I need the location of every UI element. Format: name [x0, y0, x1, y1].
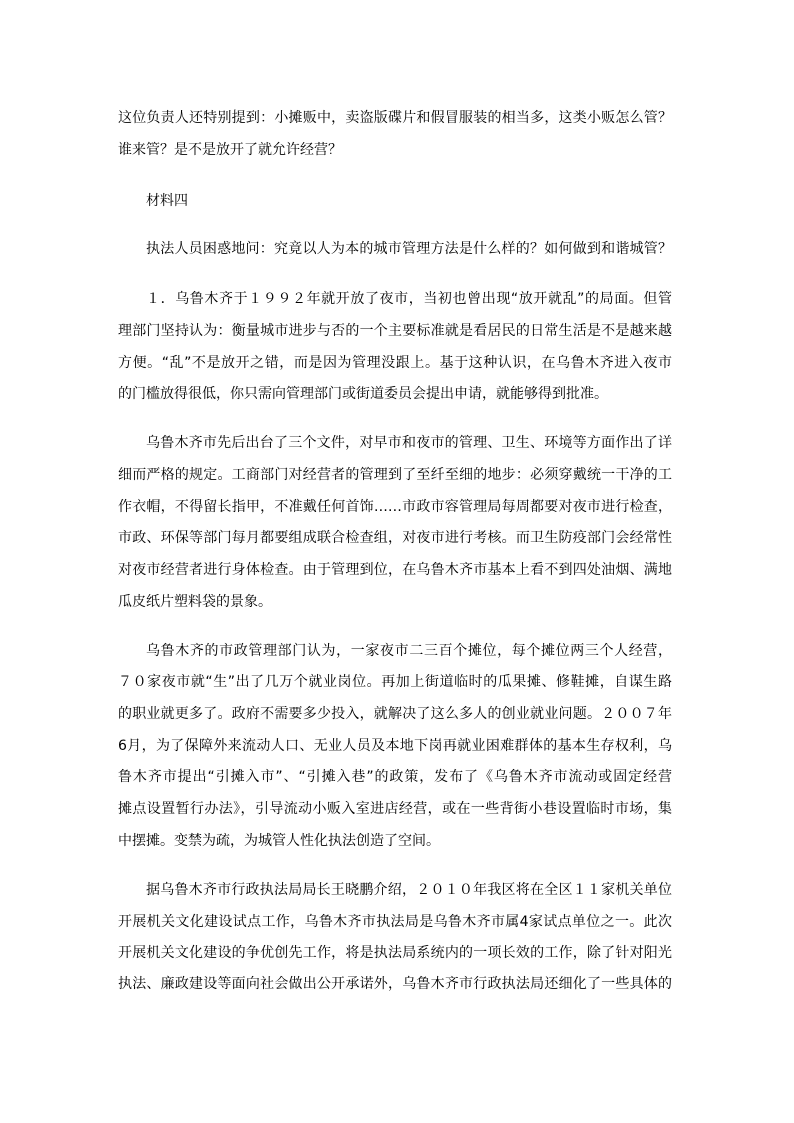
- text-line: 乌鲁木齐的市政管理部门认为，一家夜市二三百个摊位，每个摊位两三个人经营，: [146, 643, 672, 659]
- text-line: 市政、环保等部门每月都要组成联合检查组，对夜市进行考核。而卫生防疫部门会经常性: [118, 530, 672, 546]
- text-line: 谁来管？是不是放开了就允许经营？: [118, 142, 342, 158]
- text-line: 鲁木齐市提出“引摊入市”、“引摊入巷”的政策，发布了《乌鲁木齐市流动或固定经营: [118, 769, 672, 785]
- text-line: 这位负责人还特别提到：小摊贩中，卖盗版碟片和假冒服装的相当多，这类小贩怎么管？: [118, 110, 672, 126]
- text-line: 对夜市经营者进行身体检查。由于管理到位，在乌鲁木齐市基本上看不到四处油烟、满地: [118, 562, 672, 578]
- text-line: 6月，为了保障外来流动人口、无业人员及本地下岗再就业困难群体的基本生存权利，乌: [118, 738, 672, 754]
- text-line: 开展机关文化建设试点工作，乌鲁木齐市执法局是乌鲁木齐市属4家试点单位之一。此次: [118, 914, 672, 930]
- text-line: 乌鲁木齐市先后出台了三个文件，对早市和夜市的管理、卫生、环境等方面作出了详: [146, 435, 672, 451]
- text-line: 执法、廉政建设等面向社会做出公开承诺外，乌鲁木齐市行政执法局还细化了一些具体的: [118, 976, 672, 992]
- question-line: 执法人员困惑地问：究竟以人为本的城市管理方法是什么样的？如何做到和谐城管？: [146, 241, 672, 257]
- text-line: ７０家夜市就“生”出了几万个就业岗位。再加上街道临时的瓜果摊、修鞋摊，自谋生路: [118, 674, 672, 690]
- text-line: 瓜皮纸片塑料袋的景象。: [118, 594, 272, 610]
- section-heading: 材料四: [146, 193, 188, 209]
- text-line: 中摆摊。变禁为疏，为城管人性化执法创造了空间。: [118, 833, 440, 849]
- text-line: 细而严格的规定。工商部门对经营者的管理到了至纤至细的地步：必须穿戴统一干净的工: [118, 467, 672, 483]
- text-line: 摊点设置暂行办法》，引导流动小贩入室进店经营，或在一些背街小巷设置临时市场，集: [118, 801, 672, 817]
- text-line: 作衣帽，不得留长指甲，不准戴任何首饰……市政市容管理局每周都要对夜市进行检查，: [118, 499, 672, 515]
- text-line: 的职业就更多了。政府不需要多少投入，就解决了这么多人的创业就业问题。２００７年: [118, 706, 672, 722]
- text-line: １．乌鲁木齐于１９９２年就开放了夜市，当初也曾出现“放开就乱”的局面。但管: [146, 291, 672, 307]
- text-line: 的门槛放得很低，你只需向管理部门或街道委员会提出申请，就能够得到批准。: [118, 386, 608, 402]
- text-line: 理部门坚持认为：衡量城市进步与否的一个主要标准就是看居民的日常生活是不是越来越: [118, 323, 672, 339]
- text-line: 据乌鲁木齐市行政执法局局长王晓鹏介绍，２０１０年我区将在全区１１家机关单位: [146, 882, 672, 898]
- text-line: 方便。“乱”不是放开之错，而是因为管理没跟上。基于这种认识，在乌鲁木齐进入夜市: [118, 355, 672, 371]
- text-line: 开展机关文化建设的争优创先工作，将是执法局系统内的一项长效的工作，除了针对阳光: [118, 945, 672, 961]
